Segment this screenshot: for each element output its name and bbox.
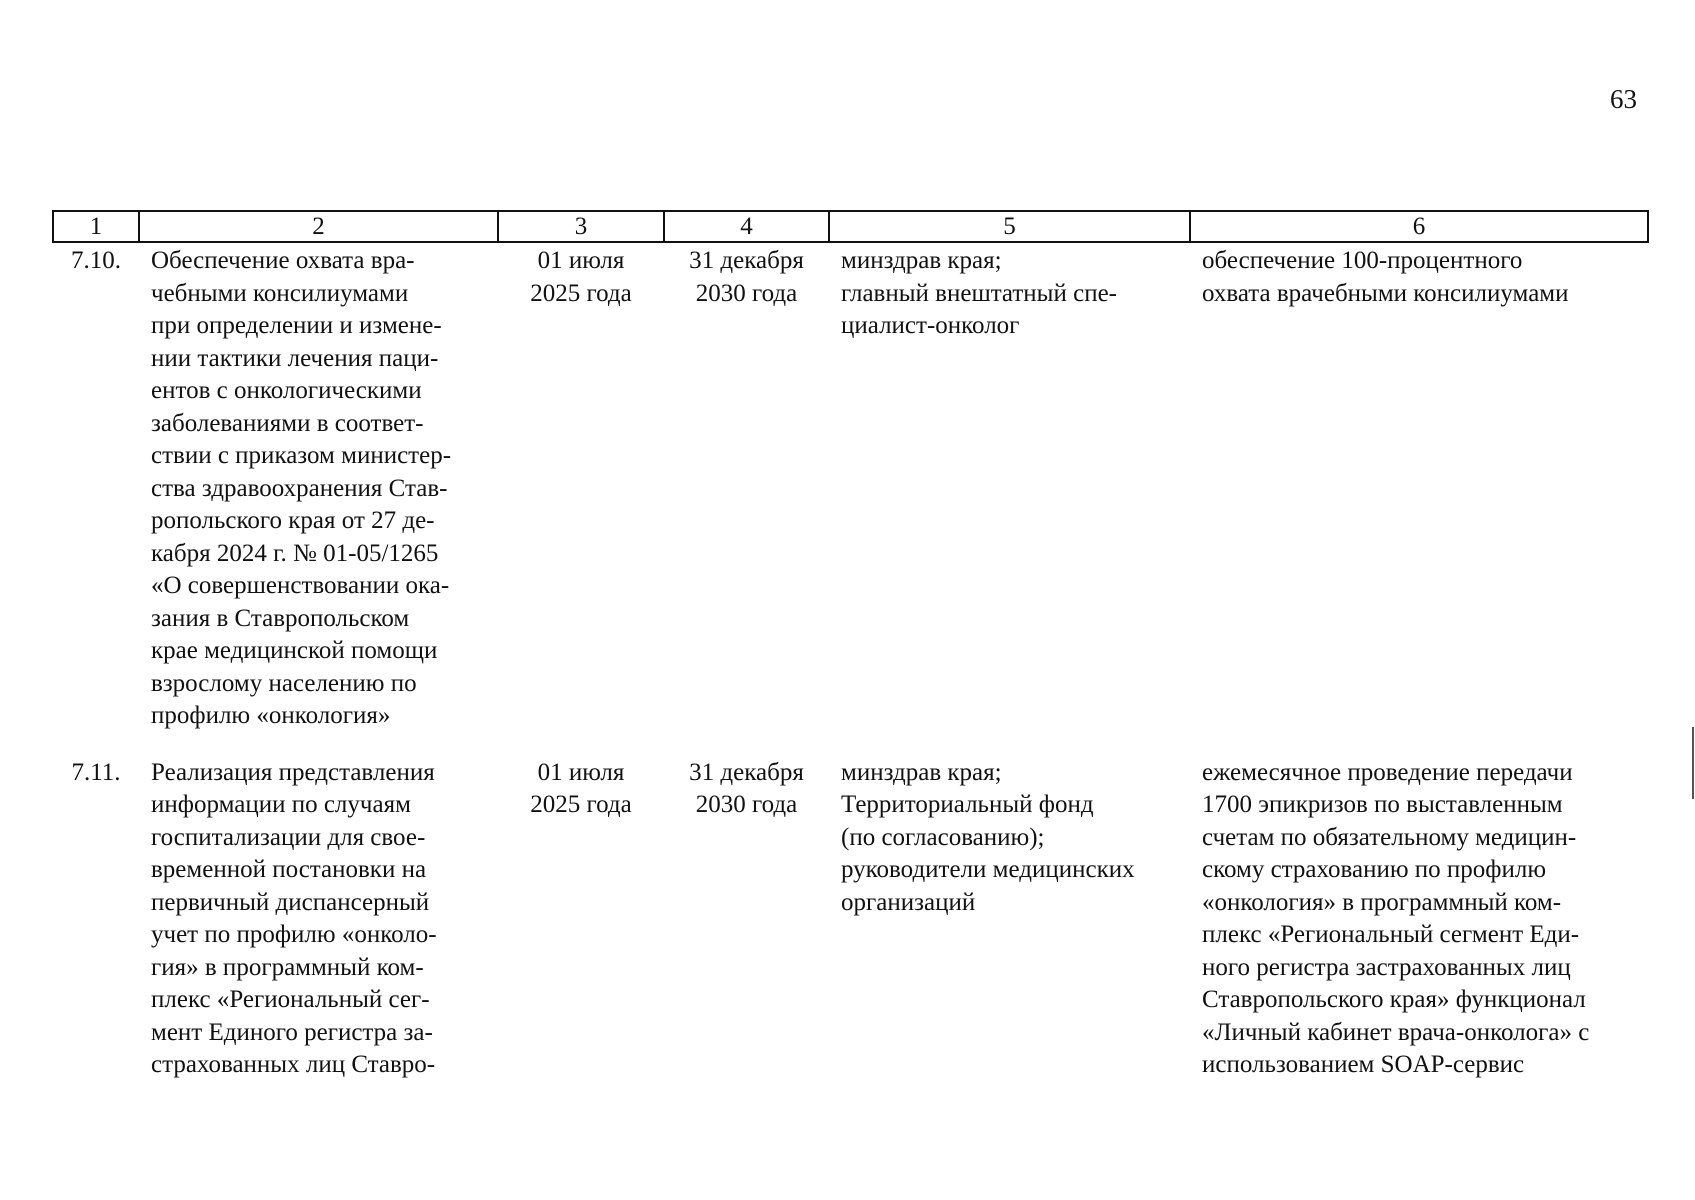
column-header: 5 — [829, 211, 1190, 242]
expected-result: ежемесячное проведение передачи 1700 эпикризов по выставленным счетам по обязательному медицин- скому страхованию по профилю «онкология» в программный ком- плекс «Региональный сегмент Еди- ного регистра застрахованных лиц Ставропольского края» функционал «Личный кабинет врача-онколога» с использованием SOAP-сервис — [1202, 758, 1590, 1078]
column-number-header — [53, 211, 1648, 242]
end-date: 31 декабря 2030 года — [689, 247, 804, 307]
column-header: 6 — [1190, 211, 1648, 242]
page-number: 63 — [1610, 84, 1637, 114]
measure-description: Реализация представления информации по случаям госпитализации для свое- временной постановки на первичный диспансерный учет по профилю «онколо- гия» в программный ком- плекс «Региональный сег- мент Единого регистра за- страхованных лиц Ставро- — [151, 758, 437, 1078]
expected-result: обеспечение 100-процентного охвата врачебными консилиумами — [1202, 247, 1569, 307]
table-row — [53, 242, 1648, 755]
end-date: 31 декабря 2030 года — [689, 758, 804, 818]
responsible-parties: минздрав края; главный внештатный спе- циалист-онколог — [841, 247, 1118, 339]
responsible-parties: минздрав края; Территориальный фонд (по согласованию); руководители медицинских организаций — [841, 758, 1135, 916]
column-header: 2 — [139, 211, 498, 242]
start-date: 01 июля 2025 года — [530, 758, 632, 818]
column-header: 1 — [53, 211, 139, 242]
scan-edge-mark — [1692, 727, 1694, 799]
start-date: 01 июля 2025 года — [530, 247, 632, 307]
measure-description: Обеспечение охвата вра- чебными консилиумами при определении и измене- нии тактики лечения паци- ентов с онкологическими заболеваниями в соответ- ствии с приказом министер- ства здравоохранения Став- ропольского края от 27 де- кабря 2024 г. № 01-05/1265 «О совершенствовании ока- зания в Ставропольском крае медицинской помощи взрослому населению по профилю «онкология» — [151, 247, 452, 729]
column-header: 3 — [498, 211, 664, 242]
table-row — [53, 755, 1648, 1082]
measures-table — [52, 210, 1649, 1082]
column-header: 4 — [664, 211, 829, 242]
item-number: 7.11. — [71, 758, 121, 786]
item-number: 7.10. — [71, 247, 121, 274]
